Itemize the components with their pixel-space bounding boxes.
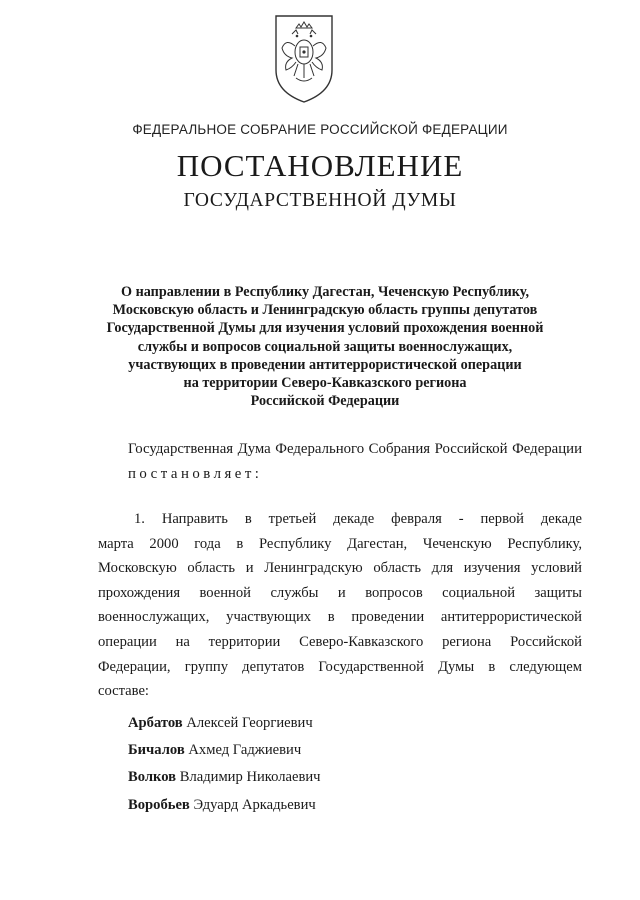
deputy-surname: Бичалов [128, 742, 185, 759]
clause-line: составе: [98, 683, 149, 700]
clause-line: Московскую область и Ленинградскую область для изучения условий [98, 560, 582, 577]
heading-line: на территории Северо-Кавказского региона [183, 375, 467, 392]
preamble [98, 437, 582, 486]
deputy-surname: Арбатов [128, 715, 183, 731]
clause-1 [98, 507, 582, 704]
document-title: ПОСТАНОВЛЕНИЕ [176, 148, 464, 183]
preamble-resolves: постановляет: [128, 465, 263, 482]
preamble-body: Государственная Дума Федерального Собрания Российской Федерации [128, 441, 582, 457]
clause-line: военнослужащих, участвующих в проведении антитеррористической [98, 609, 582, 626]
document-subtitle: ГОСУДАРСТВЕННОЙ ДУМЫ [183, 190, 457, 211]
clause-line: Федерации, группу депутатов Государственной Думы в следующем [98, 658, 582, 675]
clause-line: 1. Направить в третьей декаде февраля - первой декаде [134, 511, 582, 527]
heading-line: Государственной Думы для изучения условий прохождения военной [106, 320, 544, 337]
deputy-list-item [128, 710, 321, 737]
deputy-given-names: Алексей Георгиевич [186, 715, 313, 731]
heading-line: службы и вопросов социальной защиты военнослужащих, [137, 338, 513, 355]
russian-coat-of-arms-icon [272, 12, 336, 104]
parliament-name: ФЕДЕРАЛЬНОЕ СОБРАНИЕ РОССИЙСКОЙ ФЕДЕРАЦИИ [132, 122, 508, 137]
deputy-given-names: Ахмед Гаджиевич [188, 742, 302, 759]
heading-line: участвующих в проведении антитеррористической операции [128, 356, 522, 373]
clause-line: марта 2000 года в Республику Дагестан, Чеченскую Республику, [98, 535, 582, 552]
deputy-list-item [128, 764, 321, 791]
deputy-given-names: Владимир Николаевич [179, 769, 321, 786]
deputy-surname: Воробьев [128, 796, 190, 813]
preamble-text [98, 437, 582, 486]
resolution-heading [90, 283, 560, 410]
deputy-surname: Волков [128, 769, 177, 786]
deputy-list-item [128, 792, 321, 819]
deputy-given-names: Эдуард Аркадьевич [193, 796, 316, 813]
deputies-list [128, 710, 321, 819]
deputy-list-item [128, 737, 321, 764]
heading-line: Московскую область и Ленинградскую область группы депутатов [112, 302, 538, 319]
clause-line: операции на территории Северо-Кавказского региона Российской [98, 633, 582, 650]
clause-line: прохождения военной службы и вопросов социальной защиты [98, 584, 582, 601]
heading-line: О направлении в Республику Дагестан, Чеченскую Республику, [120, 284, 529, 300]
heading-line: Российской Федерации [250, 393, 400, 410]
